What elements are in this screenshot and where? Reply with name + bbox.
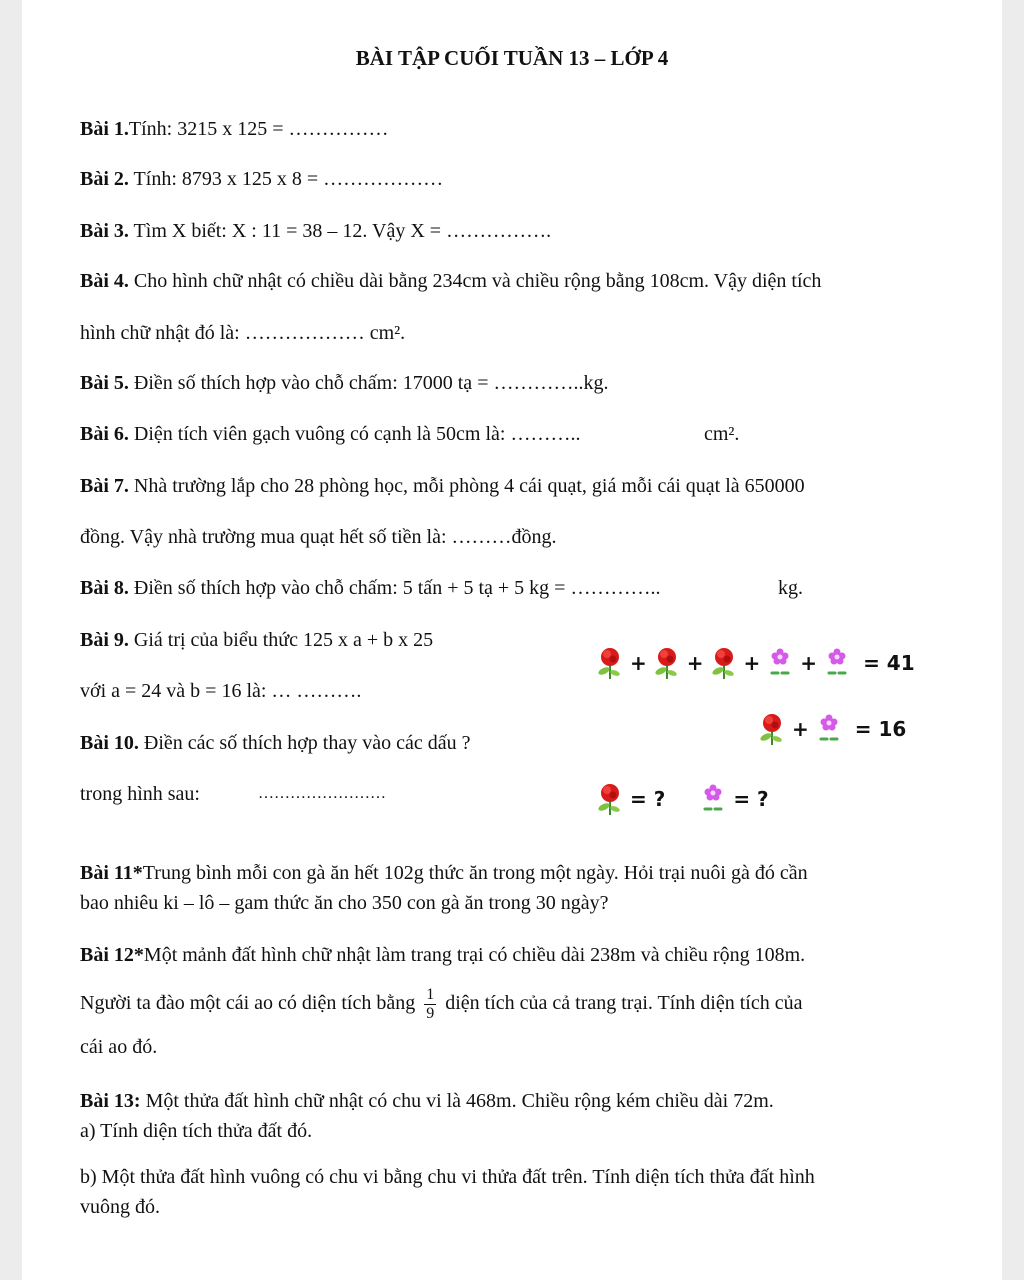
flower-icon — [815, 712, 843, 746]
exercise-10: Bài 10. Điền các số thích hợp thay vào các dấu ? — [80, 732, 471, 754]
exercise-8: Bài 8. Điền số thích hợp vào chỗ chấm: 5 tấn + 5 tạ + 5 kg = ………….. — [80, 577, 661, 599]
flower-icon — [699, 782, 727, 816]
exercise-10-line2: trong hình sau: — [80, 783, 200, 805]
puzzle-result-41: = 41 — [863, 651, 915, 675]
rose-icon — [653, 646, 681, 680]
exercise-5: Bài 5. Điền số thích hợp vào chỗ chấm: 17000 tạ = …………..kg. — [80, 372, 609, 394]
rose-icon — [710, 646, 738, 680]
rose-icon — [758, 712, 786, 746]
rose-icon — [596, 646, 624, 680]
page-title: BÀI TẬP CUỐI TUẦN 13 – LỚP 4 — [355, 46, 669, 70]
puzzle-result-16: = 16 — [854, 717, 907, 741]
exercise-4-line2: hình chữ nhật đó là: ……………… cm². — [80, 322, 406, 344]
exercise-3: Bài 3. Tìm X biết: X : 11 = 38 – 12. Vậy X = ……………. — [80, 220, 552, 242]
exercise-13-b: b) Một thửa đất hình vuông có chu vi bằng chu vi thửa đất trên. Tính diện tích thửa đất hình — [80, 1166, 815, 1188]
exercise-6: Bài 6. Diện tích viên gạch vuông có cạnh là 50cm là: ……….. — [80, 423, 581, 445]
exercise-11-line2: bao nhiêu ki – lô – gam thức ăn cho 350 con gà ăn trong 30 ngày? — [80, 892, 609, 914]
exercise-13: Bài 13: Một thửa đất hình chữ nhật có chu vi là 468m. Chiều rộng kém chiều dài 72m. — [80, 1090, 774, 1112]
exercise-11: Bài 11*Trung bình mỗi con gà ăn hết 102g thức ăn trong một ngày. Hỏi trại nuôi gà đó cần — [80, 862, 808, 884]
puzzle-row-3 — [596, 782, 775, 816]
exercise-4: Bài 4. Cho hình chữ nhật có chiều dài bằng 234cm và chiều rộng bằng 108cm. Vậy diện tích — [80, 270, 822, 292]
puzzle-row-2: + = 16 — [758, 712, 912, 746]
flower-icon — [766, 646, 794, 680]
exercise-8-unit: kg. — [778, 577, 803, 599]
exercise-12-line2: Người ta đào một cái ao có diện tích bằng $\frac{1}{9}$ diện tích của cả trang trại. Tính diện tích của — [80, 986, 803, 1022]
exercise-7-line2: đồng. Vậy nhà trường mua quạt hết số tiền là: ………đồng. — [80, 526, 557, 548]
rose-unknown: = ? — [630, 787, 666, 811]
puzzle-row-1: + + + + = 41 — [596, 646, 921, 680]
exercise-2: Bài 2. Tính: 8793 x 125 x 8 = ……………… — [80, 168, 444, 190]
exercise-1: Bài 1.Tính: 3215 x 125 = …………… — [80, 118, 389, 140]
flower-icon — [823, 646, 851, 680]
exercise-13-a: a) Tính diện tích thửa đất đó. — [80, 1120, 313, 1142]
rose-icon — [596, 782, 624, 816]
exercise-12: Bài 12*Một mảnh đất hình chữ nhật làm trang trại có chiều dài 238m và chiều rộng 108m. — [80, 944, 806, 966]
exercise-9-line2: với a = 24 và b = 16 là: … ………. — [80, 680, 362, 702]
exercise-12-line3: cái ao đó. — [80, 1036, 158, 1058]
exercise-6-unit: cm². — [704, 423, 740, 445]
exercise-10-dots: …………………… — [258, 785, 386, 802]
exercise-13-b-line2: vuông đó. — [80, 1196, 160, 1218]
flower-unknown: = ? — [733, 787, 769, 811]
fraction-one-ninth: $\frac{1}{9}$ — [426, 986, 435, 1022]
exercise-7: Bài 7. Nhà trường lắp cho 28 phòng học, mỗi phòng 4 cái quạt, giá mỗi cái quạt là 650000 — [80, 475, 805, 497]
exercise-9: Bài 9. Giá trị của biểu thức 125 x a + b x 25 — [80, 629, 434, 651]
